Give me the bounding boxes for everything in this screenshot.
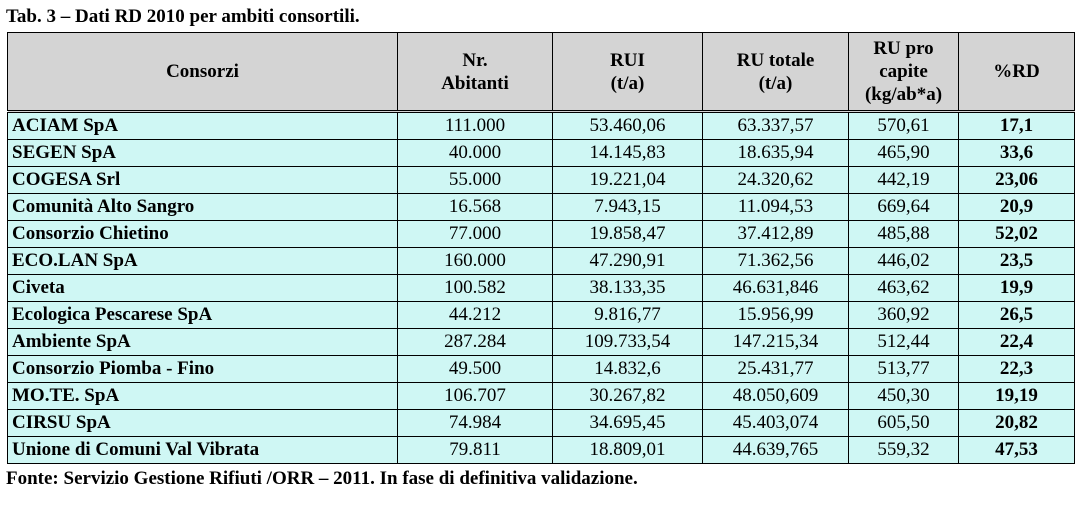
cell-abitanti: 100.582 <box>398 275 553 302</box>
cell-consorzio: ACIAM SpA <box>8 112 398 140</box>
cell-ru-totale: 11.094,53 <box>703 194 849 221</box>
cell-consorzio: Comunità Alto Sangro <box>8 194 398 221</box>
header-rui-line-2: (t/a) <box>610 72 645 94</box>
cell-ru-totale: 24.320,62 <box>703 167 849 194</box>
cell-consorzio: Consorzio Chietino <box>8 221 398 248</box>
cell-pro-capite: 512,44 <box>849 329 959 356</box>
cell-consorzio: CIRSU SpA <box>8 410 398 437</box>
header-rui-line-1: RUI <box>610 49 645 71</box>
cell-abitanti: 40.000 <box>398 140 553 167</box>
table-body <box>8 112 1075 464</box>
cell-rui: 14.145,83 <box>553 140 703 167</box>
cell-consorzio: Unione di Comuni Val Vibrata <box>8 437 398 464</box>
header-ru-pro-capite-line-2: capite <box>879 61 928 82</box>
cell-pro-capite: 513,77 <box>849 356 959 383</box>
cell-pro-capite: 605,50 <box>849 410 959 437</box>
cell-ru-totale: 63.337,57 <box>703 112 849 140</box>
cell-pro-capite: 450,30 <box>849 383 959 410</box>
header-ru-totale-line-1: RU totale <box>736 49 815 71</box>
cell-abitanti: 106.707 <box>398 383 553 410</box>
header-ru-totale <box>703 33 849 112</box>
cell-abitanti: 79.811 <box>398 437 553 464</box>
cell-consorzio: Ecologica Pescarese SpA <box>8 302 398 329</box>
cell-rui: 19.221,04 <box>553 167 703 194</box>
cell-abitanti: 49.500 <box>398 356 553 383</box>
cell-pro-capite: 446,02 <box>849 248 959 275</box>
cell-rui: 38.133,35 <box>553 275 703 302</box>
table-row <box>8 275 1075 302</box>
cell-rd: 22,4 <box>959 329 1075 356</box>
header-ru-pro-capite <box>849 33 959 112</box>
cell-rui: 53.460,06 <box>553 112 703 140</box>
header-consorzi: Consorzi <box>8 33 398 112</box>
header-ru-pro-capite-line-1: RU pro <box>873 38 934 59</box>
cell-rd: 20,82 <box>959 410 1075 437</box>
cell-pro-capite: 442,19 <box>849 167 959 194</box>
cell-ru-totale: 37.412,89 <box>703 221 849 248</box>
source-note: Fonte: Servizio Gestione Rifiuti /ORR – 2011. In fase di definitiva validazione. <box>6 468 638 489</box>
cell-abitanti: 55.000 <box>398 167 553 194</box>
cell-rui: 18.809,01 <box>553 437 703 464</box>
header-rui <box>553 33 703 112</box>
cell-rui: 47.290,91 <box>553 248 703 275</box>
cell-rui: 9.816,77 <box>553 302 703 329</box>
cell-ru-totale: 25.431,77 <box>703 356 849 383</box>
header-abitanti-line-2: Abitanti <box>441 72 509 94</box>
cell-rd: 52,02 <box>959 221 1075 248</box>
cell-rd: 26,5 <box>959 302 1075 329</box>
cell-rd: 23,06 <box>959 167 1075 194</box>
cell-pro-capite: 570,61 <box>849 112 959 140</box>
table-row <box>8 356 1075 383</box>
cell-abitanti: 77.000 <box>398 221 553 248</box>
cell-rd: 33,6 <box>959 140 1075 167</box>
table-row <box>8 329 1075 356</box>
header-abitanti-line-1: Nr. <box>462 49 488 71</box>
cell-consorzio: SEGEN SpA <box>8 140 398 167</box>
cell-rui: 14.832,6 <box>553 356 703 383</box>
cell-abitanti: 160.000 <box>398 248 553 275</box>
cell-rd: 19,19 <box>959 383 1075 410</box>
cell-rd: 23,5 <box>959 248 1075 275</box>
cell-ru-totale: 18.635,94 <box>703 140 849 167</box>
header-rd: %RD <box>959 33 1075 112</box>
header-ru-totale-line-2: (t/a) <box>758 72 793 94</box>
table-row <box>8 437 1075 464</box>
cell-pro-capite: 465,90 <box>849 140 959 167</box>
cell-consorzio: Consorzio Piomba - Fino <box>8 356 398 383</box>
cell-ru-totale: 46.631,846 <box>703 275 849 302</box>
cell-pro-capite: 360,92 <box>849 302 959 329</box>
cell-rd: 22,3 <box>959 356 1075 383</box>
cell-consorzio: COGESA Srl <box>8 167 398 194</box>
cell-rui: 109.733,54 <box>553 329 703 356</box>
cell-consorzio: ECO.LAN SpA <box>8 248 398 275</box>
cell-rd: 19,9 <box>959 275 1075 302</box>
cell-rui: 30.267,82 <box>553 383 703 410</box>
table-row <box>8 410 1075 437</box>
cell-rui: 7.943,15 <box>553 194 703 221</box>
cell-pro-capite: 463,62 <box>849 275 959 302</box>
header-abitanti <box>398 33 553 112</box>
cell-consorzio: Civeta <box>8 275 398 302</box>
table-caption: Tab. 3 – Dati RD 2010 per ambiti consortili. <box>6 6 360 27</box>
table-container <box>7 32 1075 464</box>
cell-pro-capite: 485,88 <box>849 221 959 248</box>
cell-rd: 20,9 <box>959 194 1075 221</box>
cell-rui: 19.858,47 <box>553 221 703 248</box>
table-row <box>8 221 1075 248</box>
table-row <box>8 248 1075 275</box>
table-row <box>8 302 1075 329</box>
table-row <box>8 383 1075 410</box>
cell-ru-totale: 48.050,609 <box>703 383 849 410</box>
cell-pro-capite: 669,64 <box>849 194 959 221</box>
table-row <box>8 194 1075 221</box>
cell-ru-totale: 15.956,99 <box>703 302 849 329</box>
cell-consorzio: Ambiente SpA <box>8 329 398 356</box>
cell-abitanti: 287.284 <box>398 329 553 356</box>
cell-abitanti: 74.984 <box>398 410 553 437</box>
header-ru-pro-capite-line-3: (kg/ab*a) <box>864 84 943 105</box>
header-row <box>8 33 1075 112</box>
table-row <box>8 112 1075 140</box>
cell-ru-totale: 44.639,765 <box>703 437 849 464</box>
cell-ru-totale: 45.403,074 <box>703 410 849 437</box>
cell-ru-totale: 71.362,56 <box>703 248 849 275</box>
cell-consorzio: MO.TE. SpA <box>8 383 398 410</box>
cell-rd: 17,1 <box>959 112 1075 140</box>
table-row <box>8 140 1075 167</box>
table-row <box>8 167 1075 194</box>
cell-ru-totale: 147.215,34 <box>703 329 849 356</box>
data-table <box>7 32 1075 464</box>
cell-pro-capite: 559,32 <box>849 437 959 464</box>
cell-abitanti: 44.212 <box>398 302 553 329</box>
cell-rui: 34.695,45 <box>553 410 703 437</box>
cell-abitanti: 16.568 <box>398 194 553 221</box>
cell-rd: 47,53 <box>959 437 1075 464</box>
cell-abitanti: 111.000 <box>398 112 553 140</box>
